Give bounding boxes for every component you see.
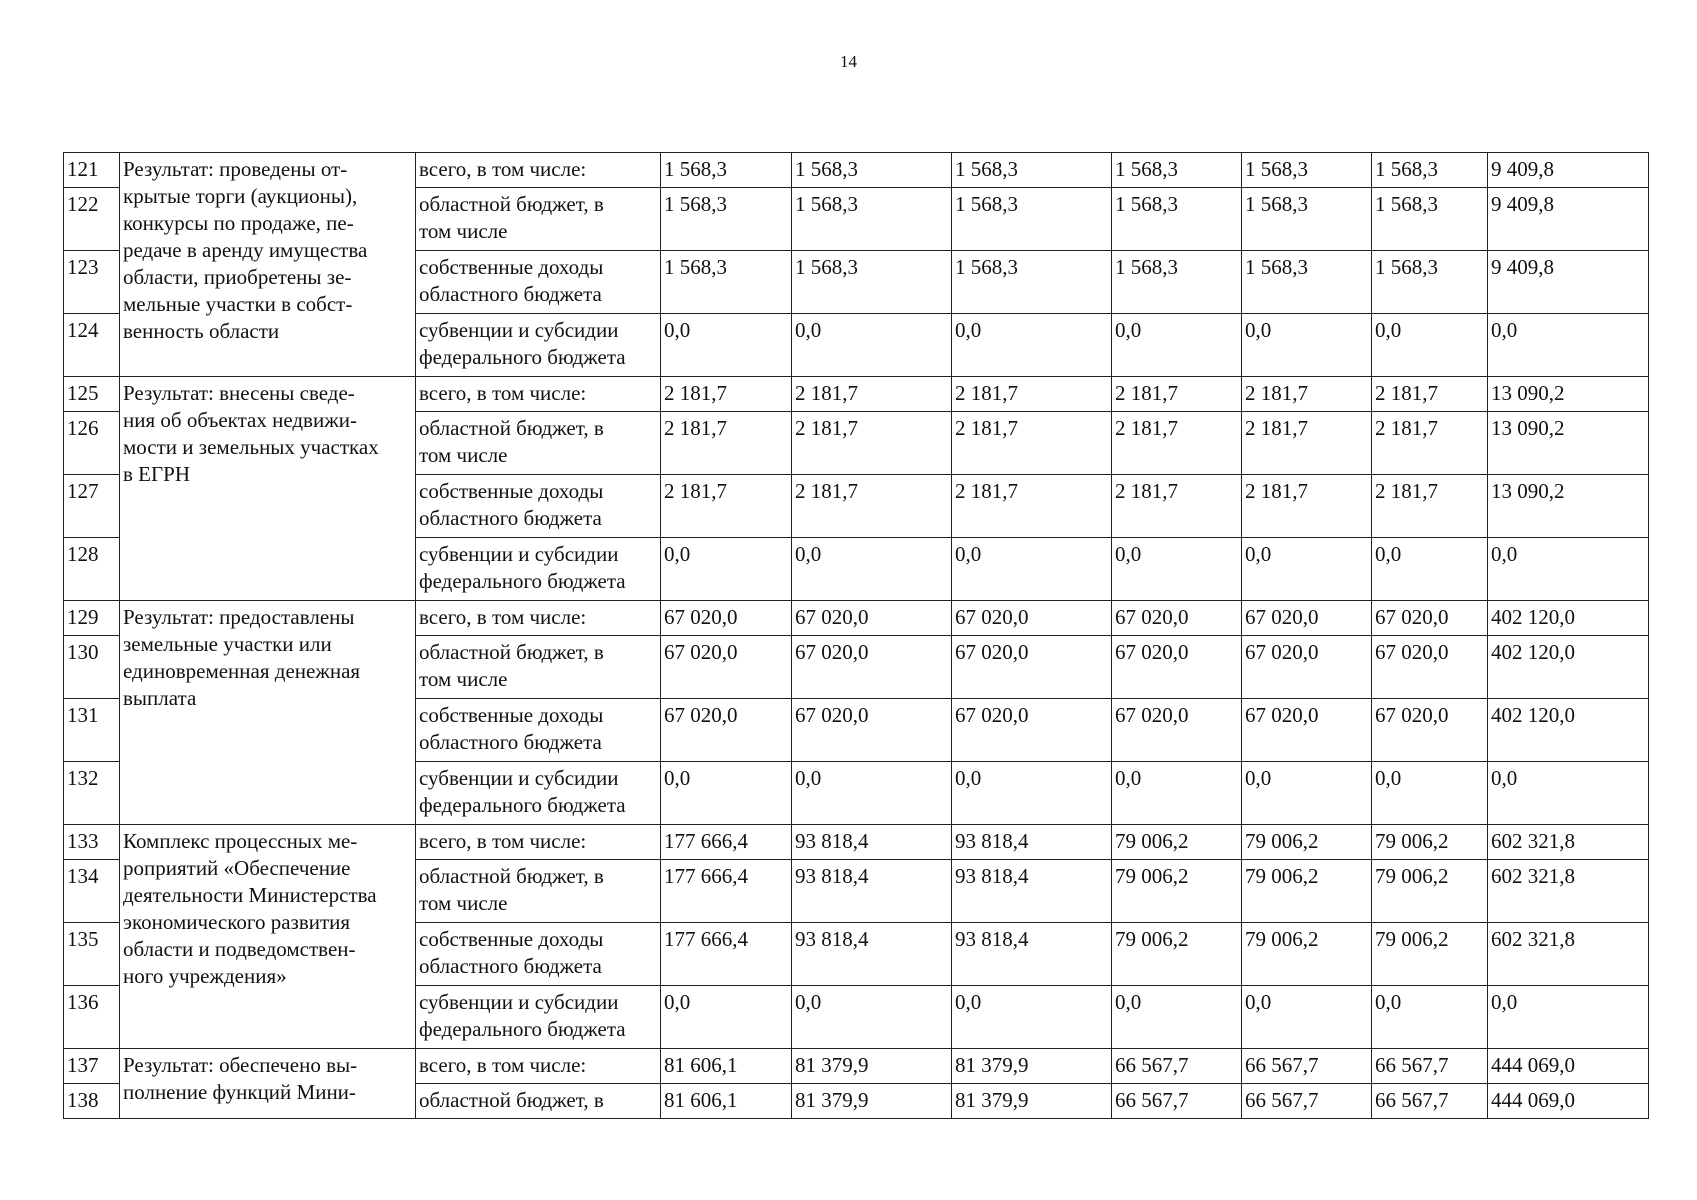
value-cell: 67 020,0 xyxy=(792,636,952,699)
row-number: 130 xyxy=(64,636,120,699)
value-cell: 67 020,0 xyxy=(952,699,1112,762)
value-cell: 66 567,7 xyxy=(1112,1049,1242,1084)
value-cell: 1 568,3 xyxy=(952,251,1112,314)
table-row xyxy=(64,377,1649,412)
row-number: 123 xyxy=(64,251,120,314)
value-cell: 67 020,0 xyxy=(1112,636,1242,699)
value-cell: 0,0 xyxy=(1372,538,1488,601)
total-cell: 402 120,0 xyxy=(1488,699,1649,762)
value-cell: 67 020,0 xyxy=(1242,601,1372,636)
value-cell: 2 181,7 xyxy=(792,377,952,412)
result-description: Результат: предоставлены земельные участки или единовременная денежная выплата xyxy=(120,601,416,825)
funding-source: субвенции и субсидии федерального бюджета xyxy=(416,314,661,377)
value-cell: 1 568,3 xyxy=(792,251,952,314)
total-cell: 602 321,8 xyxy=(1488,923,1649,986)
value-cell: 81 379,9 xyxy=(792,1049,952,1084)
value-cell: 93 818,4 xyxy=(792,825,952,860)
value-cell: 67 020,0 xyxy=(661,601,792,636)
value-cell: 2 181,7 xyxy=(1242,377,1372,412)
value-cell: 93 818,4 xyxy=(792,923,952,986)
value-cell: 81 379,9 xyxy=(952,1049,1112,1084)
value-cell: 0,0 xyxy=(792,538,952,601)
value-cell: 1 568,3 xyxy=(1372,251,1488,314)
value-cell: 2 181,7 xyxy=(661,412,792,475)
value-cell: 0,0 xyxy=(661,762,792,825)
row-number: 121 xyxy=(64,153,120,188)
row-number: 138 xyxy=(64,1084,120,1119)
value-cell: 0,0 xyxy=(792,314,952,377)
value-cell: 0,0 xyxy=(1112,986,1242,1049)
total-cell: 9 409,8 xyxy=(1488,188,1649,251)
value-cell: 81 379,9 xyxy=(952,1084,1112,1119)
value-cell: 0,0 xyxy=(661,314,792,377)
value-cell: 1 568,3 xyxy=(1242,153,1372,188)
value-cell: 2 181,7 xyxy=(661,475,792,538)
value-cell: 81 606,1 xyxy=(661,1084,792,1119)
value-cell: 1 568,3 xyxy=(661,188,792,251)
funding-source: субвенции и субсидии федерального бюджета xyxy=(416,986,661,1049)
value-cell: 67 020,0 xyxy=(1372,636,1488,699)
value-cell: 67 020,0 xyxy=(1242,636,1372,699)
value-cell: 66 567,7 xyxy=(1372,1049,1488,1084)
row-number: 136 xyxy=(64,986,120,1049)
value-cell: 2 181,7 xyxy=(952,412,1112,475)
value-cell: 67 020,0 xyxy=(1242,699,1372,762)
value-cell: 1 568,3 xyxy=(792,188,952,251)
value-cell: 79 006,2 xyxy=(1242,923,1372,986)
value-cell: 0,0 xyxy=(952,762,1112,825)
table-row xyxy=(64,601,1649,636)
value-cell: 0,0 xyxy=(792,986,952,1049)
funding-source: всего, в том числе: xyxy=(416,377,661,412)
row-number: 124 xyxy=(64,314,120,377)
total-cell: 602 321,8 xyxy=(1488,825,1649,860)
value-cell: 2 181,7 xyxy=(661,377,792,412)
total-cell: 0,0 xyxy=(1488,314,1649,377)
value-cell: 66 567,7 xyxy=(1112,1084,1242,1119)
value-cell: 79 006,2 xyxy=(1372,860,1488,923)
value-cell: 0,0 xyxy=(1242,762,1372,825)
value-cell: 67 020,0 xyxy=(792,699,952,762)
row-number: 132 xyxy=(64,762,120,825)
value-cell: 0,0 xyxy=(1242,538,1372,601)
result-description: Комплекс процессных ме- роприятий «Обеспечение деятельности Министерства экономического развития области и подведомствен- ного учреждения» xyxy=(120,825,416,1049)
value-cell: 1 568,3 xyxy=(1372,153,1488,188)
value-cell: 177 666,4 xyxy=(661,923,792,986)
value-cell: 2 181,7 xyxy=(1372,475,1488,538)
value-cell: 66 567,7 xyxy=(1242,1084,1372,1119)
total-cell: 13 090,2 xyxy=(1488,475,1649,538)
value-cell: 67 020,0 xyxy=(1112,601,1242,636)
value-cell: 1 568,3 xyxy=(661,153,792,188)
value-cell: 2 181,7 xyxy=(1112,412,1242,475)
value-cell: 2 181,7 xyxy=(1242,412,1372,475)
value-cell: 0,0 xyxy=(661,538,792,601)
value-cell: 2 181,7 xyxy=(792,412,952,475)
value-cell: 0,0 xyxy=(1112,762,1242,825)
value-cell: 0,0 xyxy=(1112,538,1242,601)
row-number: 127 xyxy=(64,475,120,538)
value-cell: 81 379,9 xyxy=(792,1084,952,1119)
funding-source: субвенции и субсидии федерального бюджета xyxy=(416,538,661,601)
row-number: 133 xyxy=(64,825,120,860)
value-cell: 1 568,3 xyxy=(1112,153,1242,188)
funding-source: собственные доходы областного бюджета xyxy=(416,475,661,538)
value-cell: 1 568,3 xyxy=(1112,251,1242,314)
row-number: 137 xyxy=(64,1049,120,1084)
funding-source: областной бюджет, в xyxy=(416,1084,661,1119)
value-cell: 0,0 xyxy=(952,986,1112,1049)
row-number: 135 xyxy=(64,923,120,986)
total-cell: 402 120,0 xyxy=(1488,636,1649,699)
value-cell: 1 568,3 xyxy=(1242,251,1372,314)
funding-source: собственные доходы областного бюджета xyxy=(416,251,661,314)
row-number: 131 xyxy=(64,699,120,762)
value-cell: 1 568,3 xyxy=(952,188,1112,251)
funding-source: всего, в том числе: xyxy=(416,153,661,188)
value-cell: 177 666,4 xyxy=(661,825,792,860)
funding-source: собственные доходы областного бюджета xyxy=(416,699,661,762)
total-cell: 0,0 xyxy=(1488,538,1649,601)
value-cell: 79 006,2 xyxy=(1112,923,1242,986)
value-cell: 66 567,7 xyxy=(1242,1049,1372,1084)
value-cell: 2 181,7 xyxy=(1372,412,1488,475)
value-cell: 79 006,2 xyxy=(1242,825,1372,860)
funding-source: субвенции и субсидии федерального бюджета xyxy=(416,762,661,825)
value-cell: 67 020,0 xyxy=(661,699,792,762)
row-number: 126 xyxy=(64,412,120,475)
value-cell: 1 568,3 xyxy=(952,153,1112,188)
total-cell: 9 409,8 xyxy=(1488,251,1649,314)
value-cell: 0,0 xyxy=(952,538,1112,601)
value-cell: 1 568,3 xyxy=(1112,188,1242,251)
value-cell: 67 020,0 xyxy=(952,636,1112,699)
total-cell: 13 090,2 xyxy=(1488,377,1649,412)
value-cell: 93 818,4 xyxy=(952,860,1112,923)
value-cell: 2 181,7 xyxy=(952,377,1112,412)
total-cell: 602 321,8 xyxy=(1488,860,1649,923)
value-cell: 0,0 xyxy=(1112,314,1242,377)
value-cell: 79 006,2 xyxy=(1112,825,1242,860)
value-cell: 0,0 xyxy=(1372,986,1488,1049)
value-cell: 66 567,7 xyxy=(1372,1084,1488,1119)
value-cell: 0,0 xyxy=(952,314,1112,377)
row-number: 129 xyxy=(64,601,120,636)
value-cell: 2 181,7 xyxy=(1112,475,1242,538)
value-cell: 2 181,7 xyxy=(1242,475,1372,538)
value-cell: 1 568,3 xyxy=(661,251,792,314)
page-number: 14 xyxy=(840,52,857,71)
value-cell: 93 818,4 xyxy=(952,825,1112,860)
value-cell: 79 006,2 xyxy=(1372,825,1488,860)
value-cell: 2 181,7 xyxy=(952,475,1112,538)
value-cell: 177 666,4 xyxy=(661,860,792,923)
value-cell: 79 006,2 xyxy=(1112,860,1242,923)
value-cell: 67 020,0 xyxy=(661,636,792,699)
total-cell: 9 409,8 xyxy=(1488,153,1649,188)
funding-source: всего, в том числе: xyxy=(416,1049,661,1084)
funding-source: всего, в том числе: xyxy=(416,825,661,860)
value-cell: 0,0 xyxy=(1242,314,1372,377)
result-description: Результат: проведены от- крытые торги (аукционы), конкурсы по продаже, пе- редаче в аренду имущества области, приобретены зе- мельные участки в собст- венность области xyxy=(120,153,416,377)
value-cell: 2 181,7 xyxy=(1372,377,1488,412)
value-cell: 0,0 xyxy=(661,986,792,1049)
total-cell: 402 120,0 xyxy=(1488,601,1649,636)
value-cell: 79 006,2 xyxy=(1242,860,1372,923)
funding-source: областной бюджет, в том числе xyxy=(416,860,661,923)
total-cell: 0,0 xyxy=(1488,762,1649,825)
value-cell: 2 181,7 xyxy=(1112,377,1242,412)
value-cell: 1 568,3 xyxy=(1372,188,1488,251)
value-cell: 2 181,7 xyxy=(792,475,952,538)
value-cell: 0,0 xyxy=(792,762,952,825)
row-number: 125 xyxy=(64,377,120,412)
value-cell: 93 818,4 xyxy=(952,923,1112,986)
value-cell: 67 020,0 xyxy=(1372,601,1488,636)
funding-source: областной бюджет, в том числе xyxy=(416,636,661,699)
value-cell: 81 606,1 xyxy=(661,1049,792,1084)
value-cell: 67 020,0 xyxy=(952,601,1112,636)
value-cell: 93 818,4 xyxy=(792,860,952,923)
value-cell: 67 020,0 xyxy=(1112,699,1242,762)
table-row xyxy=(64,153,1649,188)
funding-source: всего, в том числе: xyxy=(416,601,661,636)
budget-table xyxy=(63,152,1649,1119)
value-cell: 1 568,3 xyxy=(792,153,952,188)
total-cell: 0,0 xyxy=(1488,986,1649,1049)
table-body xyxy=(64,153,1649,1119)
funding-source: собственные доходы областного бюджета xyxy=(416,923,661,986)
value-cell: 0,0 xyxy=(1242,986,1372,1049)
funding-source: областной бюджет, в том числе xyxy=(416,188,661,251)
total-cell: 13 090,2 xyxy=(1488,412,1649,475)
value-cell: 67 020,0 xyxy=(792,601,952,636)
row-number: 128 xyxy=(64,538,120,601)
value-cell: 67 020,0 xyxy=(1372,699,1488,762)
value-cell: 1 568,3 xyxy=(1242,188,1372,251)
value-cell: 79 006,2 xyxy=(1372,923,1488,986)
funding-source: областной бюджет, в том числе xyxy=(416,412,661,475)
row-number: 134 xyxy=(64,860,120,923)
total-cell: 444 069,0 xyxy=(1488,1084,1649,1119)
table-row xyxy=(64,1049,1649,1084)
value-cell: 0,0 xyxy=(1372,314,1488,377)
result-description: Результат: обеспечено вы- полнение функций Мини- xyxy=(120,1049,416,1119)
value-cell: 0,0 xyxy=(1372,762,1488,825)
table-row xyxy=(64,825,1649,860)
total-cell: 444 069,0 xyxy=(1488,1049,1649,1084)
result-description: Результат: внесены сведе- ния об объектах недвижи- мости и земельных участках в ЕГРН xyxy=(120,377,416,601)
row-number: 122 xyxy=(64,188,120,251)
